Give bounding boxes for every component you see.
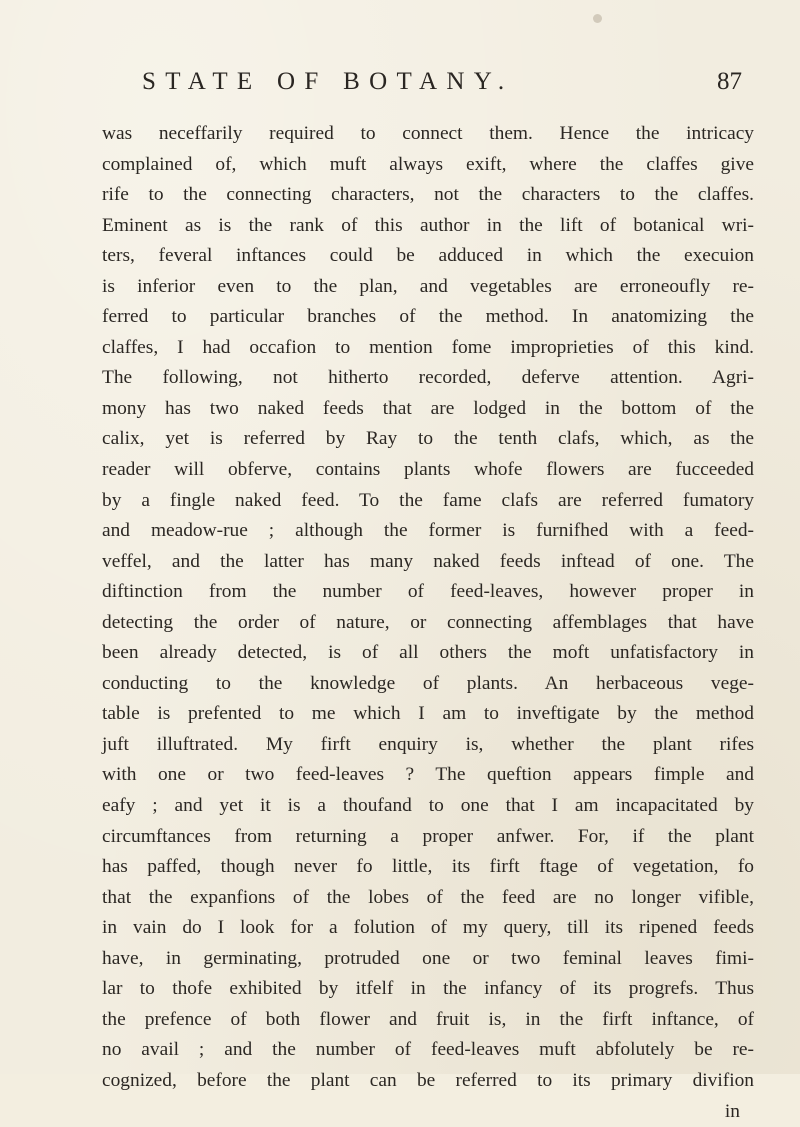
text-line: eafy ; and yet it is a thoufand to one that I am incapacitated by xyxy=(102,791,754,822)
text-line: with one or two feed-leaves ? The queftion appears fimple and xyxy=(102,760,754,791)
text-line: have, in germinating, protruded one or two feminal leaves fimi- xyxy=(102,944,754,975)
text-line: been already detected, is of all others the moft unfatisfactory in xyxy=(102,638,754,669)
text-line: and meadow-rue ; although the former is furnifhed with a feed- xyxy=(102,516,754,547)
text-line: in vain do I look for a folution of my query, till its ripened feeds xyxy=(102,913,754,944)
text-line: veffel, and the latter has many naked feeds inftead of one. The xyxy=(102,547,754,578)
text-line: that the expanfions of the lobes of the feed are no longer vifible, xyxy=(102,883,754,914)
text-line: detecting the order of nature, or connecting affemblages that have xyxy=(102,608,754,639)
text-line: complained of, which muft always exift, where the claffes give xyxy=(102,150,754,181)
text-line: diftinction from the number of feed-leaves, however proper in xyxy=(102,577,754,608)
text-line: ferred to particular branches of the method. In anatomizing the xyxy=(102,302,754,333)
text-line: The following, not hitherto recorded, deferve attention. Agri- xyxy=(102,363,754,394)
text-line: has paffed, though never fo little, its firft ftage of vegetation, fo xyxy=(102,852,754,883)
text-line: mony has two naked feeds that are lodged in the bottom of the xyxy=(102,394,754,425)
ink-spot xyxy=(593,14,602,23)
text-line: rife to the connecting characters, not the characters to the claffes. xyxy=(102,180,754,211)
text-line: lar to thofe exhibited by itfelf in the infancy of its progrefs. Thus xyxy=(102,974,754,1005)
running-head xyxy=(142,68,742,108)
text-line: juft illuftrated. My firft enquiry is, whether the plant rifes xyxy=(102,730,754,761)
text-line: is inferior even to the plan, and vegetables are erroneoufly re- xyxy=(102,272,754,303)
text-line: calix, yet is referred by Ray to the tenth clafs, which, as the xyxy=(102,424,754,455)
page-number: 87 xyxy=(717,68,742,96)
text-line: circumftances from returning a proper anfwer. For, if the plant xyxy=(102,822,754,853)
text-line: by a fingle naked feed. To the fame clafs are referred fumatory xyxy=(102,486,754,517)
text-line: Eminent as is the rank of this author in the lift of botanical wri- xyxy=(102,211,754,242)
running-title: STATE OF BOTANY. xyxy=(142,68,513,96)
text-line: claffes, I had occafion to mention fome improprieties of this kind. xyxy=(102,333,754,364)
catchword: in xyxy=(102,1097,754,1127)
text-line: the prefence of both flower and fruit is, in the firft inftance, of xyxy=(102,1005,754,1036)
text-line: cognized, before the plant can be referred to its primary divifion xyxy=(102,1066,754,1097)
text-line: no avail ; and the number of feed-leaves muft abfolutely be re- xyxy=(102,1035,754,1066)
body-text xyxy=(102,119,754,1127)
text-line: conducting to the knowledge of plants. An herbaceous vege- xyxy=(102,669,754,700)
text-line: table is prefented to me which I am to inveftigate by the method xyxy=(102,699,754,730)
text-line: was neceffarily required to connect them. Hence the intricacy xyxy=(102,119,754,150)
text-line: reader will obferve, contains plants whofe flowers are fucceeded xyxy=(102,455,754,486)
text-line: ters, feveral inftances could be adduced in which the execuion xyxy=(102,241,754,272)
